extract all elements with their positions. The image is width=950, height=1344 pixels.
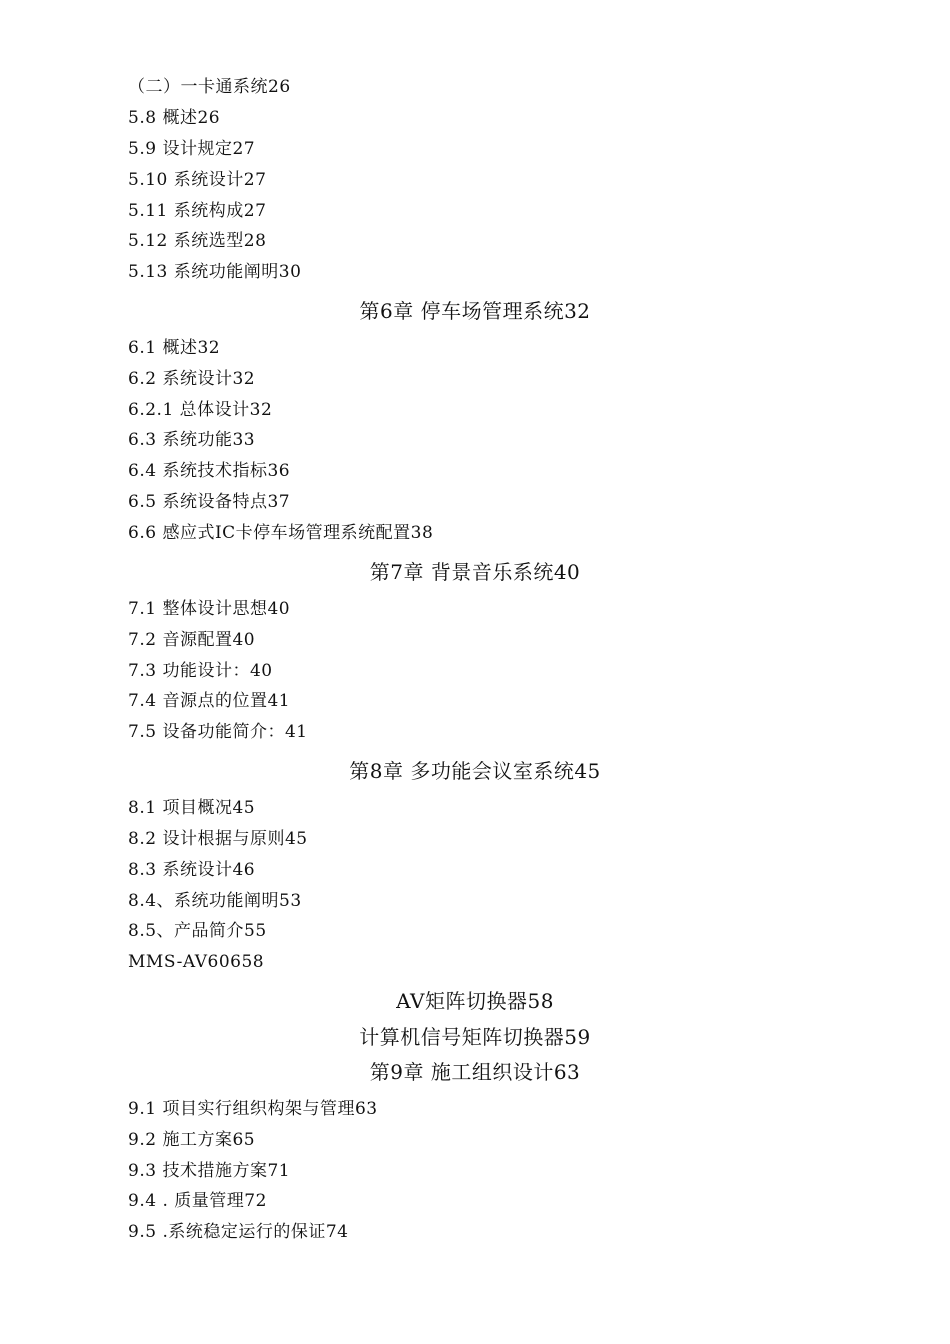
toc-entry: 6.1 概述32: [128, 338, 221, 358]
chapter-heading: 第9章 施工组织设计63: [369, 1060, 581, 1084]
chapter-heading: 第8章 多功能会议室系统45: [349, 759, 601, 783]
toc-entry: MMS-AV60658: [128, 952, 265, 972]
toc-entry: 9.1 项目实行组织构架与管理63: [128, 1099, 378, 1119]
toc-entry: 6.2.1 总体设计32: [128, 400, 273, 420]
toc-entry: 6.4 系统技术指标36: [128, 461, 291, 481]
toc-entry: 5.11 系统构成27: [128, 201, 267, 221]
toc-entry: 5.13 系统功能阐明30: [128, 262, 302, 282]
toc-entry: 9.2 施工方案65: [128, 1130, 256, 1150]
chapter-heading: 第7章 背景音乐系统40: [369, 560, 581, 584]
toc-entry: 5.10 系统设计27: [128, 170, 267, 190]
toc-entry: 5.8 概述26: [128, 108, 221, 128]
toc-entry: 7.4 音源点的位置41: [128, 691, 291, 711]
section-heading: AV矩阵切换器58: [396, 989, 554, 1013]
toc-entry: 6.2 系统设计32: [128, 369, 256, 389]
toc-entry: 7.5 设备功能简介：41: [128, 722, 308, 742]
toc-entry: 8.5、产品简介55: [128, 921, 267, 941]
toc-entry: 6.6 感应式IC卡停车场管理系统配置38: [128, 523, 434, 543]
toc-entry: 5.9 设计规定27: [128, 139, 256, 159]
toc-entry: 9.3 技术措施方案71: [128, 1161, 291, 1181]
toc-entry: 8.4、系统功能阐明53: [128, 891, 302, 911]
toc-entry: 9.5 .系统稳定运行的保证74: [128, 1222, 349, 1242]
toc-entry: 8.1 项目概况45: [128, 798, 256, 818]
toc-entry: 6.5 系统设备特点37: [128, 492, 291, 512]
toc-entry: 7.3 功能设计：40: [128, 661, 273, 681]
toc-entry: 6.3 系统功能33: [128, 430, 256, 450]
toc-entry: 8.2 设计根据与原则45: [128, 829, 308, 849]
toc-entry: 9.4 . 质量管理72: [128, 1191, 267, 1211]
toc-entry: （二）一卡通系统26: [128, 77, 291, 97]
toc-entry: 8.3 系统设计46: [128, 860, 256, 880]
toc-entry: 5.12 系统选型28: [128, 231, 267, 251]
section-heading: 计算机信号矩阵切换器59: [359, 1025, 591, 1049]
toc-entry: 7.1 整体设计思想40: [128, 599, 291, 619]
chapter-heading: 第6章 停车场管理系统32: [359, 299, 591, 323]
toc-entry: 7.2 音源配置40: [128, 630, 256, 650]
